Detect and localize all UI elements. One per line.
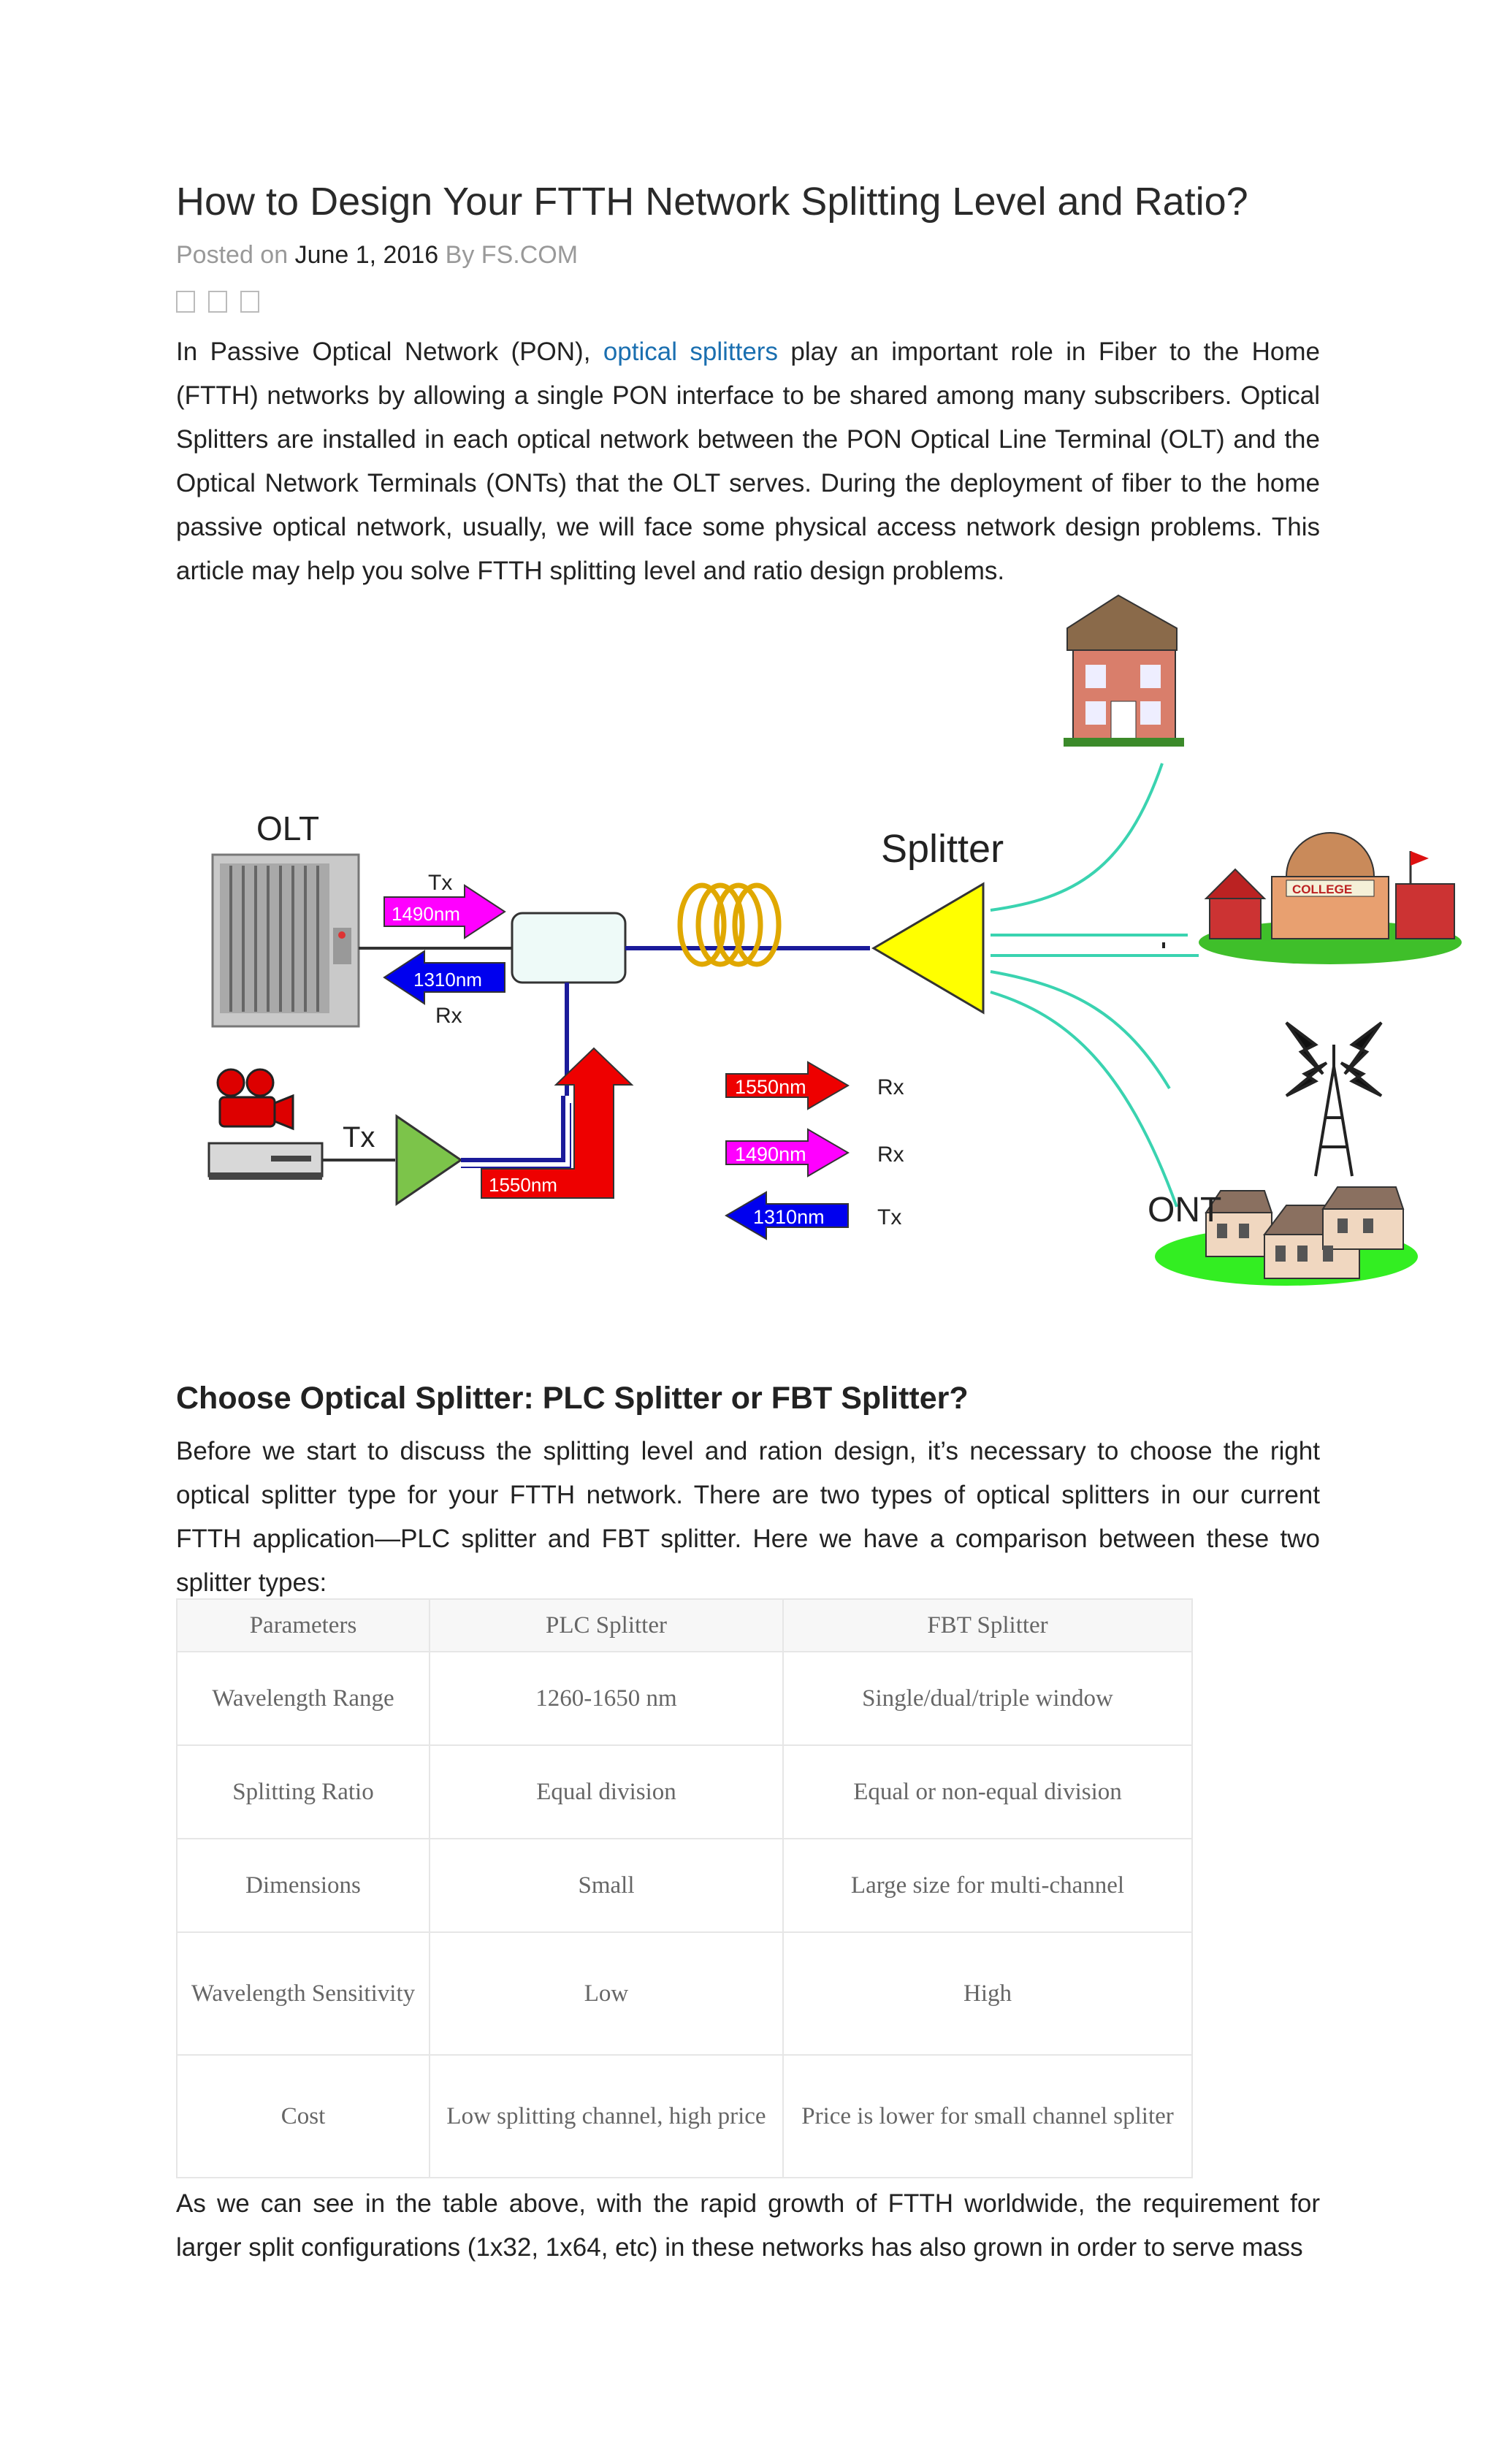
- table-row: [177, 1932, 1192, 2055]
- share-icons: [176, 291, 272, 319]
- splitter-label: Splitter: [881, 827, 1004, 871]
- table-cell: Equal division: [430, 1745, 783, 1839]
- table-cell: Single/dual/triple window: [783, 1652, 1192, 1745]
- legend-1490-label: 1490nm: [735, 1143, 806, 1165]
- wl-1310-label: 1310nm: [413, 969, 482, 991]
- table-cell: Cost: [177, 2055, 430, 2178]
- posted-on-label: Posted on: [176, 241, 289, 269]
- table-cell: High: [783, 1932, 1192, 2055]
- video-camera-icon: [218, 1069, 293, 1129]
- wl-1550-label: 1550nm: [489, 1174, 557, 1196]
- olt-label: OLT: [256, 809, 320, 847]
- legend-1550-rx: Rx: [877, 1075, 904, 1099]
- table-row: [177, 1745, 1192, 1839]
- pon-diagram: [176, 592, 1484, 1322]
- table-cell: 1260-1650 nm: [430, 1652, 783, 1745]
- video-tx-label: Tx: [343, 1121, 375, 1153]
- table-row: [177, 2055, 1192, 2178]
- wl-1490-label: 1490nm: [392, 903, 460, 925]
- by-label: By: [445, 241, 475, 269]
- legend-1310-tx: Tx: [877, 1205, 902, 1229]
- share-icon[interactable]: [240, 291, 259, 313]
- post-meta: [176, 241, 578, 270]
- post-date[interactable]: June 1, 2016: [294, 241, 439, 269]
- table-cell: Price is lower for small channel spliter: [783, 2055, 1192, 2178]
- antenna-tower-icon: [1286, 1023, 1381, 1176]
- table-cell: Wavelength Sensitivity: [177, 1932, 430, 2055]
- table-row: [177, 1839, 1192, 1932]
- optical-splitters-link[interactable]: optical splitters: [603, 337, 778, 366]
- table-cell: Low: [430, 1932, 783, 2055]
- olt-tx-label: Tx: [428, 871, 453, 895]
- table-header: PLC Splitter: [430, 1599, 783, 1652]
- legend-1310-label: 1310nm: [753, 1206, 825, 1228]
- table-header-row: [177, 1599, 1192, 1652]
- amplifier-icon: [397, 1116, 461, 1204]
- legend-1490-rx: Rx: [877, 1143, 904, 1167]
- table-cell: Wavelength Range: [177, 1652, 430, 1745]
- college-sign: COLLEGE: [1292, 882, 1353, 896]
- table-cell: Small: [430, 1839, 783, 1932]
- olt-rack-icon: [213, 855, 359, 1026]
- intro-text: play an important role in Fiber to the Home (FTTH) networks by allowing a single PON interface to be shared among many subscribers. Optical Splitters are installed in each optical network between the PON Optical Line Terminal (OLT) and the Optical Network Terminals (ONTs) that the OLT serves. During the deployment of fiber to the home passive optical network, usually, we will face some physical access network design problems. This article may help you solve FTTH splitting level and ratio design problems.: [176, 337, 1320, 585]
- house-icon: [1064, 595, 1184, 747]
- intro-paragraph: [176, 330, 1320, 593]
- table-cell: Low splitting channel, high price: [430, 2055, 783, 2178]
- table-cell: Splitting Ratio: [177, 1745, 430, 1839]
- legend-1550-label: 1550nm: [735, 1076, 806, 1098]
- wdm-box: [512, 913, 625, 983]
- college-icon: [1199, 833, 1462, 964]
- intro-text: In Passive Optical Network (PON),: [176, 337, 603, 366]
- share-icon[interactable]: [176, 291, 195, 313]
- table-cell: Large size for multi-channel: [783, 1839, 1192, 1932]
- table-cell: Equal or non-equal division: [783, 1745, 1192, 1839]
- table-header: Parameters: [177, 1599, 430, 1652]
- legend: [726, 1062, 904, 1239]
- share-icon[interactable]: [208, 291, 227, 313]
- post-author[interactable]: FS.COM: [481, 241, 579, 269]
- closing-paragraph: As we can see in the table above, with the rapid growth of FTTH worldwide, the requirement for larger split configurations (1x32, 1x64, etc) in these networks has also grown in order to serve mass: [176, 2189, 1320, 2262]
- table-row: [177, 1652, 1192, 1745]
- table-header: FBT Splitter: [783, 1599, 1192, 1652]
- section-heading: Choose Optical Splitter: PLC Splitter or FBT Splitter?: [176, 1381, 969, 1416]
- comparison-table: [176, 1598, 1193, 2178]
- section-paragraph: Before we start to discuss the splitting level and ration design, it’s necessary to choose the right optical splitter type for your FTTH network. There are two types of optical splitters in our current FTTH application—PLC splitter and FBT splitter. Here we have a comparison between these two splitter types:: [176, 1437, 1320, 1597]
- ont-label: ONT: [1148, 1191, 1222, 1229]
- splitter-icon: [874, 884, 983, 1012]
- fiber-spool-icon: [680, 885, 779, 964]
- video-player-icon: [209, 1143, 322, 1180]
- table-cell: Dimensions: [177, 1839, 430, 1932]
- article-title: How to Design Your FTTH Network Splitting Level and Ratio?: [176, 180, 1248, 224]
- olt-rx-label: Rx: [435, 1004, 462, 1028]
